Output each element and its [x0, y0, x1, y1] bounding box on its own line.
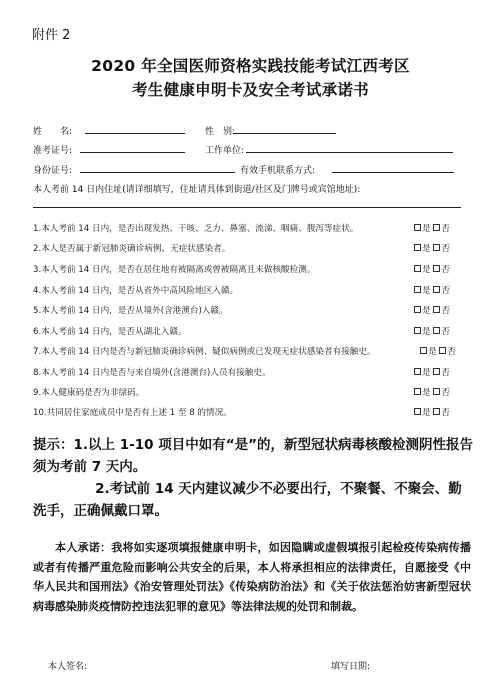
question-2: 2.本人是否属于新冠肺炎确诊病例、无症状感染者。 [33, 244, 231, 254]
phone-label: 有效手机联系方式: [240, 166, 316, 176]
question-4: 4.本人考前 14 日内，是否从省外中高风险地区入赣。 [33, 286, 239, 296]
no-label: 否 [441, 408, 450, 418]
work-unit-label: 工作单位: [205, 146, 245, 156]
yes-label: 是 [422, 408, 431, 418]
q7-no-checkbox[interactable] [439, 347, 446, 354]
q3-no-checkbox[interactable] [433, 265, 440, 272]
q4-yes-checkbox[interactable] [414, 286, 421, 293]
commitment-statement: 本人承诺：我将如实逐项填报健康申明卡，如因隐瞒或虚假填报引起检疫传染病传播或者有传播严重危险而影响公共安全的后果，本人将承担相应的法律责任，自愿接受《中华人民共和国刑法》《治安管理处罚法》《传染病防治法》和《关于依法惩治妨害新型冠状病毒感染肺炎疫情防控违法犯罪的意见》等法律法规的处罚和制裁。 [33, 541, 471, 613]
q5-no-checkbox[interactable] [433, 306, 440, 313]
yes-label: 是 [422, 265, 431, 275]
attachment-label: 附件 2 [32, 28, 71, 43]
question-3-options [414, 263, 450, 275]
q7-yes-checkbox[interactable] [420, 347, 427, 354]
q2-yes-checkbox[interactable] [414, 244, 421, 251]
no-label: 否 [441, 327, 450, 337]
id-number-input[interactable] [80, 172, 235, 173]
yes-label: 是 [422, 388, 431, 398]
question-3: 3.本人考前 14 日内，是否在居住地有被隔离或曾被隔离且未做核酸检测。 [33, 265, 316, 275]
yes-label: 是 [422, 286, 431, 296]
q8-yes-checkbox[interactable] [414, 368, 421, 375]
yes-label: 是 [422, 306, 431, 316]
gender-label: 性 别: [205, 127, 236, 137]
document-title: 2020 年全国医师资格实践技能考试江西考区 [91, 57, 410, 75]
q10-no-checkbox[interactable] [433, 408, 440, 415]
q6-no-checkbox[interactable] [433, 327, 440, 334]
question-10-options [414, 406, 450, 418]
q1-no-checkbox[interactable] [433, 224, 440, 231]
question-9: 9.本人健康码是否为非绿码。 [33, 388, 145, 398]
no-label: 否 [441, 244, 450, 254]
q1-yes-checkbox[interactable] [414, 224, 421, 231]
no-label: 否 [441, 306, 450, 316]
id-number-label: 身份证号: [33, 166, 73, 176]
exam-id-input[interactable] [80, 152, 185, 153]
q9-no-checkbox[interactable] [433, 388, 440, 395]
question-1: 1.本人考前 14 日内，是否出现发热、干咳、乏力、鼻塞、流涕、咽痛、腹泻等症状。 [33, 224, 359, 234]
question-9-options [414, 386, 450, 398]
q6-yes-checkbox[interactable] [414, 327, 421, 334]
question-5-options [414, 304, 450, 316]
phone-input[interactable] [332, 172, 454, 173]
q8-no-checkbox[interactable] [433, 368, 440, 375]
no-label: 否 [441, 265, 450, 275]
yes-label: 是 [422, 224, 431, 234]
yes-label: 是 [422, 244, 431, 254]
date-label: 填写日期: [331, 662, 371, 672]
gender-input[interactable] [233, 133, 336, 134]
q2-no-checkbox[interactable] [433, 244, 440, 251]
question-7-options [420, 345, 456, 357]
signature-label: 本人签名: [48, 662, 88, 672]
no-label: 否 [441, 224, 450, 234]
yes-label: 是 [428, 347, 437, 357]
question-1-options [414, 222, 450, 234]
question-6: 6.本人考前 14 日内，是否从湖北入赣。 [33, 327, 187, 337]
q10-yes-checkbox[interactable] [414, 408, 421, 415]
residence-input[interactable] [33, 207, 461, 208]
question-6-options [414, 325, 450, 337]
yes-label: 是 [422, 368, 431, 378]
question-8: 8.本人考前 14 日内是否与来自境外(含港澳台)人员有接触史。 [33, 368, 271, 378]
question-4-options [414, 284, 450, 296]
hint-item-2: 2.考试前 14 天内建议减少不必要出行，不聚餐、不聚会、勤洗手，正确佩戴口罩。 [33, 481, 462, 519]
no-label: 否 [441, 368, 450, 378]
hint-item-1: 提示：1.以上 1-10 项目中如有“是”的，新型冠状病毒核酸检测阴性报告须为考前 7 天内。 [33, 437, 473, 475]
q4-no-checkbox[interactable] [433, 286, 440, 293]
work-unit-input[interactable] [246, 152, 453, 153]
exam-id-label: 准考证号: [33, 146, 73, 156]
name-input[interactable] [85, 133, 185, 134]
question-2-options [414, 242, 450, 254]
name-label: 姓 名: [33, 127, 73, 137]
question-7: 7.本人考前 14 日内是否与新冠肺炎确诊病例、疑似病例或已发现无症状感染者有接触史。 [33, 347, 376, 357]
q5-yes-checkbox[interactable] [414, 306, 421, 313]
q3-yes-checkbox[interactable] [414, 265, 421, 272]
question-8-options [414, 366, 450, 378]
q9-yes-checkbox[interactable] [414, 388, 421, 395]
yes-label: 是 [422, 327, 431, 337]
question-5: 5.本人考前 14 日内，是否从境外(含港澳台)入赣。 [33, 306, 228, 316]
document-subtitle: 考生健康申明卡及安全考试承诺书 [131, 81, 369, 99]
question-10: 10.共同居住家庭成员中是否有上述 1 至 8 的情况。 [33, 408, 232, 418]
residence-label: 本人考前 14 日内住址(请详细填写，住址请具体到街道/社区及门牌号或宾馆地址): [33, 185, 361, 195]
no-label: 否 [441, 388, 450, 398]
no-label: 否 [447, 347, 456, 357]
no-label: 否 [441, 286, 450, 296]
